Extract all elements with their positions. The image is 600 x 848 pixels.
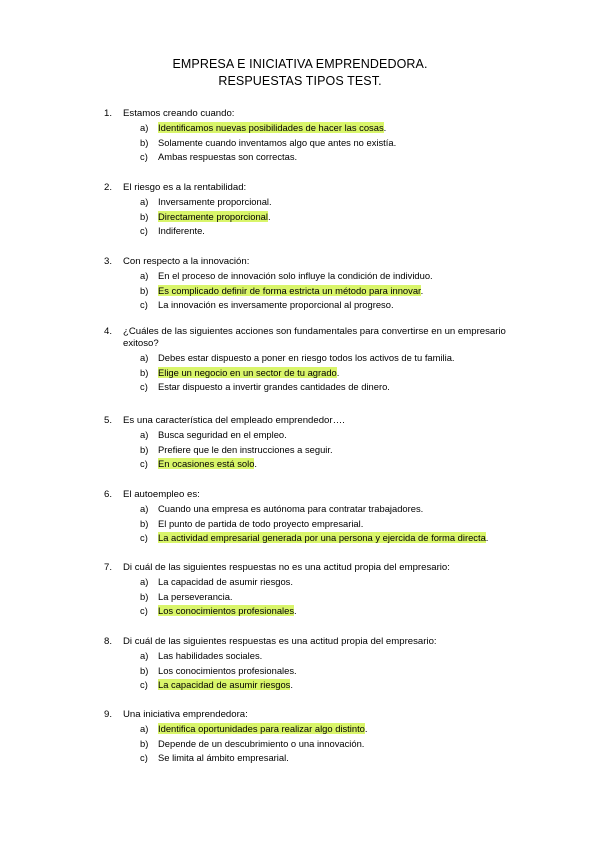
option-text-body: Prefiere que le den instrucciones a seguir. [158,443,333,455]
option-letter: a) [140,429,149,440]
option-text [158,225,205,237]
option-text-body: La innovación es inversamente proporcional al progreso. [158,299,394,311]
option-text-body: Ambas respuestas son correctas. [158,151,298,163]
question-text: Con respecto a la innovación: [123,256,250,267]
option-text [158,591,233,603]
option-letter: c) [140,679,148,691]
option-text-body: Se limita al ámbito empresarial. [158,752,289,764]
option-text [158,518,363,530]
option-letter: b) [140,366,149,378]
option-text [158,137,396,149]
answer-highlight: Es complicado definir de forma estricta un método para innovar [158,284,421,296]
answer-highlight: En ocasiones está solo [158,458,255,470]
question-text: Una iniciativa emprendedora: [123,709,248,720]
option-letter: b) [140,737,149,749]
option-text [158,752,289,764]
option-text-body: Inversamente proporcional. [158,196,272,207]
option-letter: b) [140,443,149,455]
option-letter: a) [140,196,149,207]
answer-highlight: La actividad empresarial generada por una persona y ejercida de forma directa [158,532,486,544]
option-letter: a) [140,122,149,133]
option-suffix: . [254,458,258,470]
option-text [158,196,272,208]
option-suffix: . [290,679,293,691]
option-text-body: Debes estar dispuesto a poner en riesgo todos los activos de tu familia. [158,352,455,363]
option-suffix: . [420,284,424,296]
option-text [158,665,297,677]
option-letter: a) [140,270,149,281]
option-letter: c) [140,151,148,163]
correct-answer-text [158,458,257,470]
question-text: Es una característica del empleado emprendedor…. [123,415,345,426]
option-text-body: Estar dispuesto a invertir grandes cantidades de dinero. [158,381,390,393]
option-text-body: La perseverancia. [158,590,233,602]
answer-highlight: Elige un negocio en un sector de tu agrado [158,366,337,378]
option-letter: b) [140,136,149,148]
option-letter: a) [140,503,149,514]
correct-answer-text [158,723,368,735]
document-subtitle: RESPUESTAS TIPOS TEST. [218,74,382,88]
option-text-body: Indiferente. [158,225,205,237]
option-text-body: Cuando una empresa es autónoma para contratar trabajadores. [158,503,424,514]
answer-highlight: La capacidad de asumir riesgos [158,679,291,691]
option-text [158,503,423,515]
option-letter: c) [140,381,148,393]
question-number: 9. [104,709,113,720]
option-text-body: Busca seguridad en el empleo. [158,429,287,440]
option-text [158,429,287,441]
option-text-body: La capacidad de asumir riesgos. [158,576,293,587]
option-letter: a) [140,352,149,363]
option-letter: c) [140,532,148,544]
correct-answer-text [158,285,423,297]
option-letter: a) [140,723,149,734]
question-text: Di cuál de las siguientes respuestas no es una actitud propia del empresario: [123,562,450,573]
correct-answer-text [158,211,271,223]
option-text [158,576,293,588]
option-text-body: Depende de un descubrimiento o una innovación. [158,737,365,749]
option-suffix: . [267,210,271,222]
option-text-body: En el proceso de innovación solo influye la condición de individuo. [158,270,433,281]
option-letter: b) [140,210,149,222]
option-letter: b) [140,664,149,676]
correct-answer-text [158,367,339,379]
option-text [158,444,333,456]
question-number: 2. [104,182,113,193]
question-number: 4. [104,326,113,337]
option-text [158,299,394,311]
option-text-body: El punto de partida de todo proyecto empresarial. [158,517,364,529]
question-text: ¿Cuáles de las siguientes acciones son fundamentales para convertirse en un empresario exitoso? [123,326,506,349]
option-letter: c) [140,752,148,764]
question-number: 5. [104,415,113,426]
option-text [158,352,455,364]
option-text-body: Solamente cuando inventamos algo que antes no existía. [158,136,397,148]
answer-highlight: Directamente proporcional [158,210,268,222]
correct-answer-text [158,605,297,617]
option-text [158,270,433,282]
option-letter: c) [140,225,148,237]
question-number: 7. [104,562,113,573]
question-text: El riesgo es a la rentabilidad: [123,182,247,193]
option-suffix: . [383,122,387,133]
option-suffix: . [336,366,340,378]
correct-answer-text [158,122,386,134]
option-suffix: . [364,723,368,734]
option-letter: a) [140,576,149,587]
option-suffix: . [294,605,297,617]
option-letter: c) [140,299,148,311]
option-letter: c) [140,605,148,617]
correct-answer-text [158,532,488,544]
question-text: Di cuál de las siguientes respuestas es una actitud propia del empresario: [123,636,437,647]
document-title: EMPRESA E INICIATIVA EMPRENDEDORA. [172,57,428,71]
answer-highlight: Los conocimientos profesionales [158,605,295,617]
question-number: 1. [104,108,113,119]
option-text-body: Los conocimientos profesionales. [158,664,297,676]
answer-highlight: Identifica oportunidades para realizar algo distinto [158,723,365,734]
option-letter: b) [140,517,149,529]
option-letter: b) [140,284,149,296]
option-text [158,650,262,662]
question-number: 3. [104,256,113,267]
option-letter: c) [140,458,148,470]
option-letter: a) [140,650,149,661]
correct-answer-text [158,679,293,691]
option-text [158,151,297,163]
option-text-body: Las habilidades sociales. [158,650,263,661]
answer-highlight: Identificamos nuevas posibilidades de hacer las cosas [158,122,384,133]
option-suffix: . [485,532,489,544]
option-text [158,381,390,393]
question-text: El autoempleo es: [123,489,200,500]
question-number: 6. [104,489,113,500]
option-letter: b) [140,590,149,602]
question-text: Estamos creando cuando: [123,108,235,119]
option-text [158,738,364,750]
question-number: 8. [104,636,113,647]
